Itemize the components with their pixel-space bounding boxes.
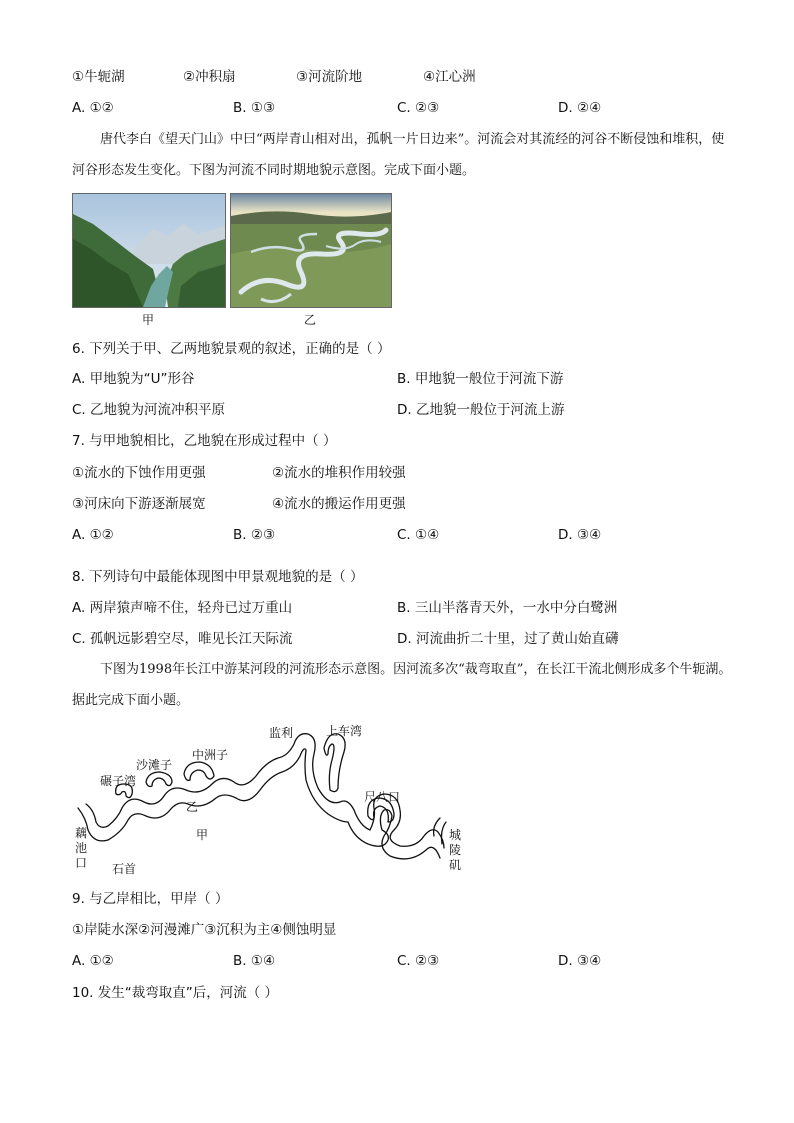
q7-item: ②流水的堆积作用较强 (272, 465, 406, 481)
q7-option-a[interactable]: A. ①② (72, 527, 114, 543)
label-chibakou: 尺八口 (364, 790, 401, 804)
choice-item: ④江心洲 (423, 69, 476, 85)
question-6-stem: 6. 下列关于甲、乙两地貌景观的叙述，正确的是（ ） (72, 341, 391, 357)
q6-option-b[interactable]: B. 甲地貌一般位于河流下游 (397, 371, 564, 387)
label-shangchewan: 上车湾 (326, 724, 363, 738)
q7-option-d[interactable]: D. ③④ (558, 527, 602, 543)
photo-caption-right: 乙 (304, 313, 317, 327)
q9-option-a[interactable]: A. ①② (72, 953, 114, 969)
river-map-drawing (72, 718, 472, 880)
label-yi: 乙 (186, 800, 199, 814)
question-9-stem: 9. 与乙岸相比，甲岸（ ） (72, 891, 229, 907)
q9-items: ①岸陡水深②河漫滩广③沉积为主④侧蚀明显 (72, 922, 337, 938)
q7-item: ①流水的下蚀作用更强 (72, 465, 206, 481)
question-7-stem: 7. 与甲地貌相比，乙地貌在形成过程中（ ） (72, 433, 337, 449)
q7-option-c[interactable]: C. ①④ (397, 527, 440, 543)
passage-text: 下图为1998年长江中游某河段的河流形态示意图。因河流多次“裁弯取直”，在长江干流北侧形成多个牛轭湖。据此完成下面小题。 (72, 662, 732, 708)
passage-text: 唐代李白《望天门山》中曰“两岸青山相对出，孤帆一片日边来”。河流会对其流经的河谷不断侵蚀和堆积，使河谷形态发生变化。下图为河流不同时期地貌示意图。完成下面小题。 (72, 132, 725, 178)
q8-option-a[interactable]: A. 两岸猿声啼不住，轻舟已过万重山 (72, 600, 293, 616)
label-zhongzhouzi: 中洲子 (192, 748, 229, 762)
q9-option-b[interactable]: B. ①④ (233, 953, 276, 969)
option-d[interactable]: D. ②④ (558, 100, 602, 116)
q9-option-c[interactable]: C. ②③ (397, 953, 440, 969)
q9-option-d[interactable]: D. ③④ (558, 953, 602, 969)
q7-item: ④流水的搬运作用更强 (272, 496, 406, 512)
label-ouchikou: 藕池口 (74, 826, 87, 870)
q7-option-b[interactable]: B. ②③ (233, 527, 276, 543)
photo-caption-left: 甲 (142, 313, 155, 327)
q8-option-c[interactable]: C. 孤帆远影碧空尽，唯见长江天际流 (72, 631, 293, 647)
option-c[interactable]: C. ②③ (397, 100, 440, 116)
q7-item: ③河床向下游逐渐展宽 (72, 496, 206, 512)
river-map (72, 718, 472, 880)
q6-option-a[interactable]: A. 甲地貌为“U”形谷 (72, 371, 195, 387)
canyon-photo (72, 193, 226, 308)
question-10-stem: 10. 发生“裁弯取直”后，河流（ ） (72, 985, 279, 1001)
label-shishou: 石首 (112, 862, 137, 876)
q6-option-d[interactable]: D. 乙地貌一般位于河流上游 (397, 402, 565, 418)
choice-item: ③河流阶地 (296, 69, 363, 85)
meander-photo (230, 193, 392, 308)
q8-option-d[interactable]: D. 河流曲折二十里，过了黄山始直礴 (397, 631, 619, 647)
label-shatanzi: 沙滩子 (136, 758, 173, 772)
label-chenglingji: 城陵矶 (448, 828, 461, 872)
q8-option-b[interactable]: B. 三山半落青天外，一水中分白鹭洲 (397, 600, 618, 616)
choice-item: ②冲积扇 (183, 69, 236, 85)
label-jia: 甲 (196, 828, 209, 842)
choice-item: ①牛轭湖 (72, 69, 125, 85)
option-b[interactable]: B. ①③ (233, 100, 276, 116)
question-8-stem: 8. 下列诗句中最能体现图中甲景观地貌的是（ ） (72, 569, 364, 585)
choice-row (72, 67, 125, 87)
label-jianli: 监利 (269, 726, 294, 740)
label-niziwan: 碾子湾 (100, 774, 137, 788)
q6-option-c[interactable]: C. 乙地貌为河流冲积平原 (72, 402, 226, 418)
option-a[interactable]: A. ①② (72, 100, 114, 116)
